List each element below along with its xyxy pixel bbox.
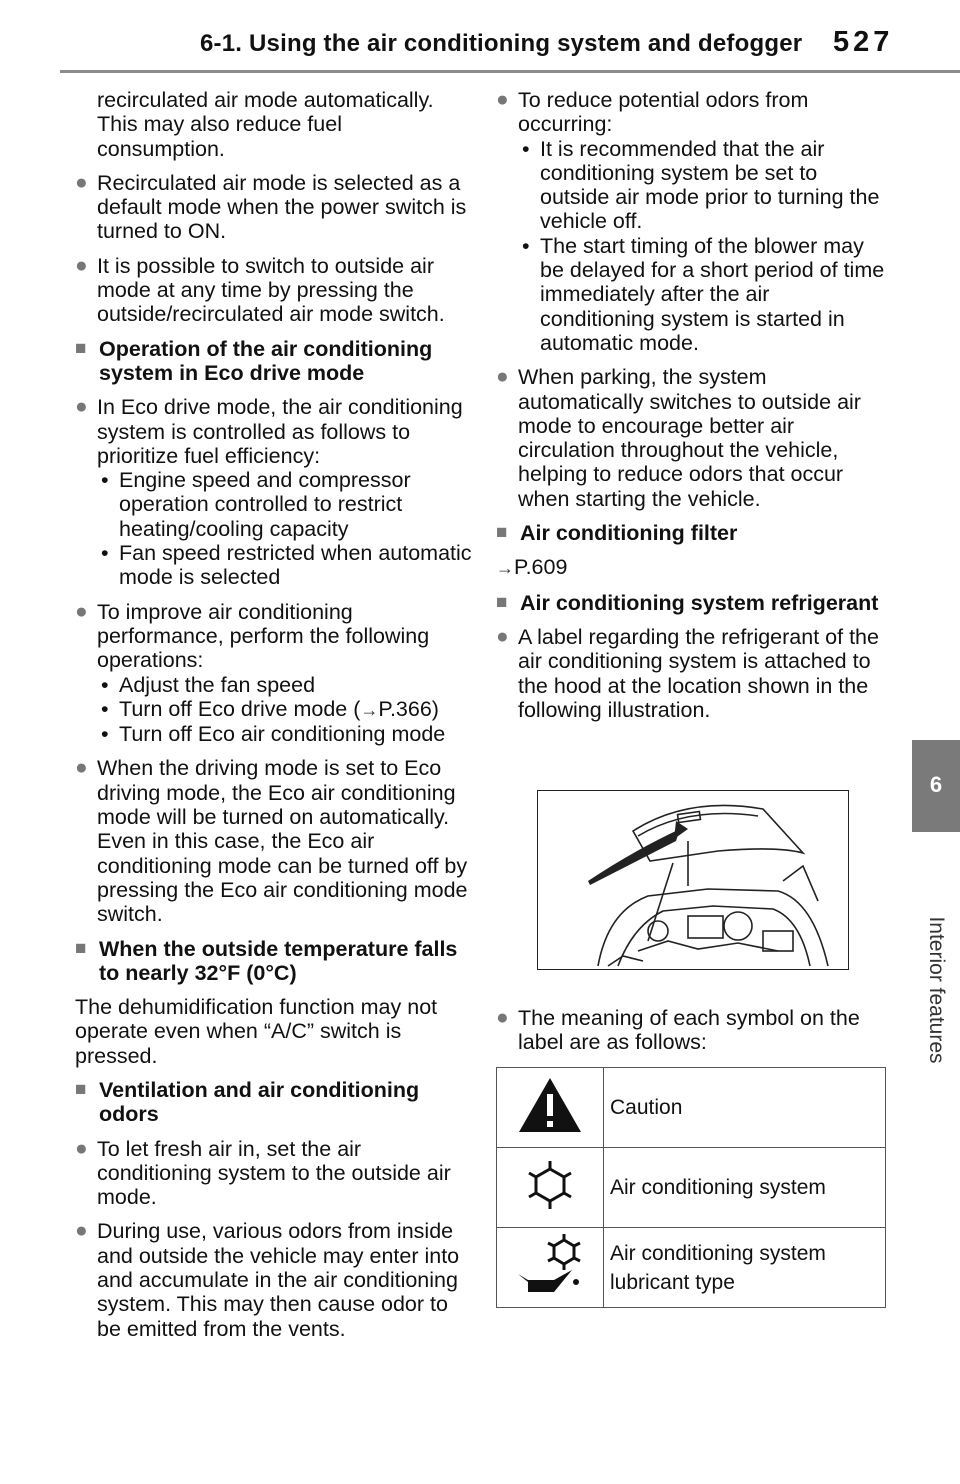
symbol-description: Air conditioning system lubricant type (604, 1228, 886, 1308)
heading-text: Operation of the air conditioning system in Eco drive mode (99, 336, 433, 385)
sub-item: • Turn off Eco drive mode (→P.366) (101, 696, 439, 721)
square-bullet-icon: ■ (75, 337, 87, 359)
bullet-text: To reduce potential odors from occurring: (518, 88, 809, 137)
right-column-lower (496, 1006, 888, 1065)
bullet-dot-icon: ● (496, 88, 509, 111)
page-reference (496, 555, 888, 580)
header-rule (60, 70, 960, 73)
bullet-text: To let fresh air in, set the air conditioning system to the outside air mode. (97, 1136, 451, 1210)
page-reference-link[interactable]: P.609 (514, 555, 568, 580)
bullet-dot-icon: ● (496, 365, 509, 389)
bullet-dot-icon: ● (75, 756, 88, 780)
heading-text: Ventilation and air conditioning odors (99, 1077, 420, 1127)
heading-text: Air conditioning filter (520, 521, 738, 546)
chapter-side-label: Interior features (925, 916, 948, 1064)
reference-arrow-icon: → (496, 558, 514, 579)
bullet-item (75, 395, 475, 589)
paragraph: The dehumidification function may not operate even when “A/C” switch is pressed. (75, 995, 438, 1068)
bullet-item (496, 365, 888, 511)
bullet-item (75, 600, 475, 747)
snowflake-icon (497, 1148, 604, 1228)
bullet-dot-icon: ● (75, 170, 88, 194)
chapter-tab (912, 740, 960, 832)
bullet-item (496, 1006, 888, 1055)
chapter-title: 6-1. Using the air conditioning system and defogger (200, 30, 803, 57)
bullet-dot-icon: ● (75, 253, 88, 277)
sub-item-text: It is recommended that the air conditioning system be set to outside air mode prior to turning the vehicle off. (540, 136, 880, 234)
section-heading (75, 1078, 475, 1127)
chapter-tab-number: 6 (929, 772, 943, 797)
bullet-item (75, 1137, 475, 1210)
bullet-text: In Eco drive mode, the air conditioning system is controlled as follows to prioritize fuel efficiency: (97, 395, 463, 468)
sub-item-text: Fan speed restricted when automatic mode is selected (119, 541, 472, 590)
sub-item: • It is recommended that the air conditioning system be set to outside air mode prior to turning the vehicle off. (522, 136, 880, 234)
right-column (496, 88, 888, 732)
page-number: 527 (833, 26, 894, 58)
bullet-dot-icon: ● (496, 1006, 509, 1029)
sub-item: • Turn off Eco air conditioning mode (101, 722, 446, 747)
bullet-text: It is possible to switch to outside air mode at any time by pressing the outside/recirculated air mode switch. (97, 253, 445, 327)
bullet-item (496, 625, 888, 722)
sub-item: • Adjust the fan speed (101, 672, 316, 697)
heading-text: Air conditioning system refrigerant (520, 590, 879, 615)
bullet-text: To improve air conditioning performance, perform the following operations: (97, 599, 430, 673)
table-row (497, 1148, 886, 1228)
caution-triangle-icon (497, 1068, 604, 1148)
left-column (75, 88, 475, 1351)
bullet-dot-icon: ● (75, 599, 88, 623)
bullet-dot-icon: ● (75, 395, 88, 419)
bullet-dot-icon: ● (75, 1136, 88, 1160)
bullet-text: When parking, the system automatically switches to outside air mode to encourage better air circulation throughout the vehicle, helping to reduce odors that occur when starting the vehicle. (518, 365, 861, 511)
symbol-description: Caution (604, 1068, 886, 1148)
section-heading (75, 937, 475, 986)
reference-arrow-icon: → (360, 699, 379, 720)
sub-item-text: The start timing of the blower may be delayed for a short period of time immediately after the air conditioning system is started in automatic mode. (540, 233, 885, 355)
bullet-text: A label regarding the refrigerant of the air conditioning system is attached to the hood at the location shown in the following illustration. (518, 624, 879, 722)
section-heading (496, 521, 888, 545)
oil-can-snowflake-icon (497, 1228, 604, 1308)
section-heading (496, 591, 888, 615)
hood-label-illustration (537, 790, 849, 970)
bullet-dot-icon: ● (75, 1219, 88, 1243)
sub-item-text: Adjust the fan speed (119, 672, 316, 697)
heading-text: When the outside temperature falls to nearly 32°F (0°C) (99, 936, 458, 985)
sub-item: • Fan speed restricted when automatic mode is selected (101, 541, 472, 590)
sub-item: • The start timing of the blower may be delayed for a short period of time immediately after the air conditioning system is started in automatic mode. (522, 233, 885, 355)
sub-item-text: Turn off Eco air conditioning mode (119, 722, 446, 747)
bullet-text: During use, various odors from inside and outside the vehicle may enter into and accumulate in the air conditioning system. This may then cause odor to be emitted from the vents. (97, 1219, 460, 1341)
bullet-item (75, 756, 475, 926)
page-header (0, 0, 960, 74)
square-bullet-icon: ■ (75, 937, 87, 959)
bullet-item (75, 1219, 475, 1340)
section-heading (75, 337, 475, 386)
bullet-item (75, 254, 475, 327)
square-bullet-icon: ■ (496, 591, 508, 613)
bullet-dot-icon: ● (496, 624, 509, 648)
sub-item-text: Turn off Eco drive mode ( (119, 696, 361, 721)
symbol-description: Air conditioning system (604, 1148, 886, 1228)
paragraph: recirculated air mode automatically. This may also reduce fuel consumption. (97, 88, 434, 161)
bullet-item (75, 171, 475, 244)
table-row (497, 1228, 886, 1308)
bullet-text: Recirculated air mode is selected as a default mode when the power switch is turned to ON. (97, 170, 467, 244)
square-bullet-icon: ■ (75, 1078, 87, 1100)
bullet-item (496, 88, 888, 355)
table-row (497, 1068, 886, 1148)
engine-bay-drawing (538, 791, 848, 969)
label-symbols-table (496, 1067, 886, 1308)
bullet-text: When the driving mode is set to Eco driving mode, the Eco air conditioning mode will be turned on automatically. Even in this case, the Eco air conditioning mode can be turned off by pressing the Eco air conditioning mode switch. (97, 756, 468, 927)
square-bullet-icon: ■ (496, 522, 508, 544)
page-reference-link[interactable]: P.366) (378, 696, 439, 721)
sub-item: • Engine speed and compressor operation controlled to restrict heating/cooling capacity (101, 468, 411, 541)
bullet-text: The meaning of each symbol on the label are as follows: (518, 1006, 860, 1055)
sub-item-text: Engine speed and compressor operation controlled to restrict heating/cooling capacity (119, 468, 411, 541)
